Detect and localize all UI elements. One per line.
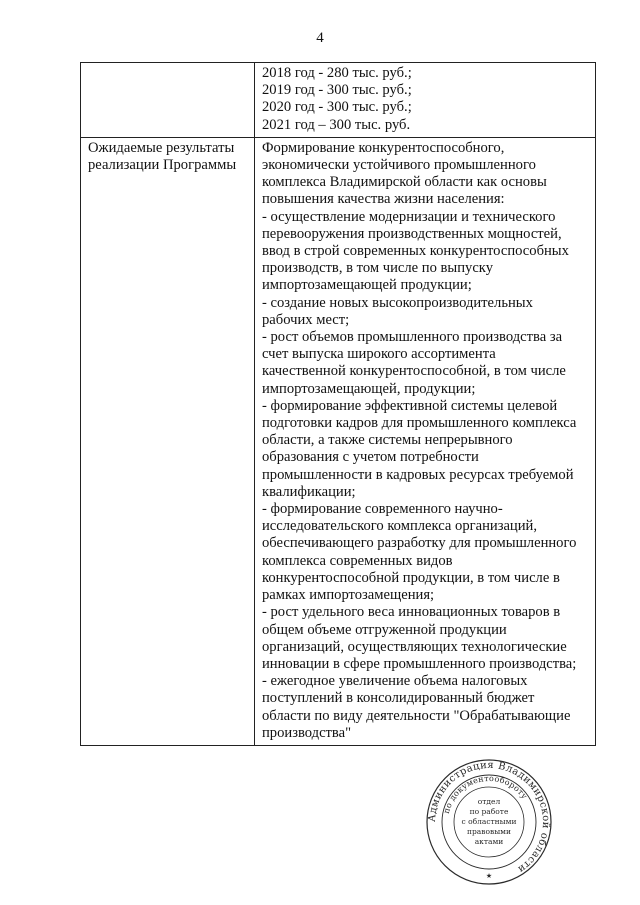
financing-row-label: [81, 63, 255, 138]
expected-results-label: [81, 137, 255, 745]
results-line: квалификации;: [262, 483, 356, 500]
results-line: - создание новых высокопроизводительных: [262, 294, 533, 311]
results-line: Формирование конкурентоспособного,: [262, 139, 505, 156]
results-line: - осуществление модернизации и технического: [262, 208, 556, 225]
results-line: - формирование эффективной системы целевой: [262, 397, 558, 414]
page-number: 4: [316, 30, 324, 46]
financing-line-2020: 2020 год - 300 тыс. руб.;: [262, 99, 412, 116]
stamp-inner-line: по работе: [469, 807, 509, 816]
program-passport-table: [80, 62, 596, 746]
stamp-outer-text: Администрация Владимирской области: [426, 759, 552, 875]
results-line: образования с учетом потребности: [262, 449, 479, 466]
results-line: перевооружения производственных мощностей,: [262, 225, 562, 242]
results-line: счет выпуска широкого ассортимента: [262, 346, 496, 363]
results-line: комплекса современных видов: [262, 552, 453, 569]
results-line: области по виду деятельности "Обрабатывающие: [262, 707, 571, 724]
stamp-inner-line: правовыми: [466, 827, 512, 836]
results-line: импортозамещающей, продукции;: [262, 380, 476, 397]
stamp-inner-line: отдел: [477, 797, 501, 806]
financing-line-2018: 2018 год - 280 тыс. руб.;: [262, 65, 412, 81]
stamp-inner-line: актами: [474, 837, 504, 846]
results-line: общем объеме отгруженной продукции: [262, 621, 507, 638]
expected-results-text: [255, 137, 596, 745]
results-line: рамках импортозамещения;: [262, 587, 435, 604]
results-line: области, а также системы непрерывного: [262, 432, 513, 449]
official-stamp: [425, 758, 553, 886]
financing-line-2021: 2021 год – 300 тыс. руб.: [262, 116, 411, 133]
results-line: конкурентоспособной продукции, в том числе в: [262, 569, 560, 586]
financing-row-values: [255, 63, 596, 138]
results-line: обеспечивающего разработку для промышленного: [262, 535, 577, 552]
results-line: - рост объемов промышленного производства за: [262, 329, 563, 346]
results-line: исследовательского комплекса организаций,: [262, 518, 538, 535]
stamp-middle-text: по документообороту: [441, 773, 530, 815]
results-line: - формирование современного научно-: [262, 501, 503, 518]
results-line: - ежегодное увеличение объема налоговых: [262, 673, 528, 690]
stamp-star-icon: ★: [485, 872, 493, 880]
expected-results-row: [81, 137, 596, 745]
stamp-inner-line: с областными: [461, 817, 517, 826]
results-line: производств, в том числе по выпуску: [262, 260, 493, 277]
results-line: промышленности в кадровых ресурсах требуемой: [262, 466, 574, 483]
results-line: повышения качества жизни населения:: [262, 191, 505, 208]
results-line: комплекса Владимирской области как основы: [262, 174, 547, 191]
results-line: импортозамещающей продукции;: [262, 277, 472, 294]
results-line: качественной конкурентоспособной, в том числе: [262, 363, 566, 380]
results-line: организаций, осуществляющих технологические: [262, 638, 567, 655]
results-line: рабочих мест;: [262, 311, 350, 328]
results-line: экономически устойчивого промышленного: [262, 157, 536, 174]
expected-results-label-line: Ожидаемые результаты: [88, 139, 235, 156]
results-line: подготовки кадров для промышленного комплекса: [262, 415, 577, 432]
financing-line-2019: 2019 год - 300 тыс. руб.;: [262, 82, 412, 99]
financing-row: [81, 63, 596, 138]
results-line: ввод в строй современных конкурентоспособных: [262, 243, 569, 260]
results-line: производства": [262, 724, 352, 741]
expected-results-label-line: реализации Программы: [88, 157, 237, 174]
results-line: инновации в сфере промышленного производства;: [262, 655, 577, 672]
results-line: поступлений в консолидированный бюджет: [262, 690, 535, 707]
results-line: - рост удельного веса инновационных товаров в: [262, 604, 561, 621]
